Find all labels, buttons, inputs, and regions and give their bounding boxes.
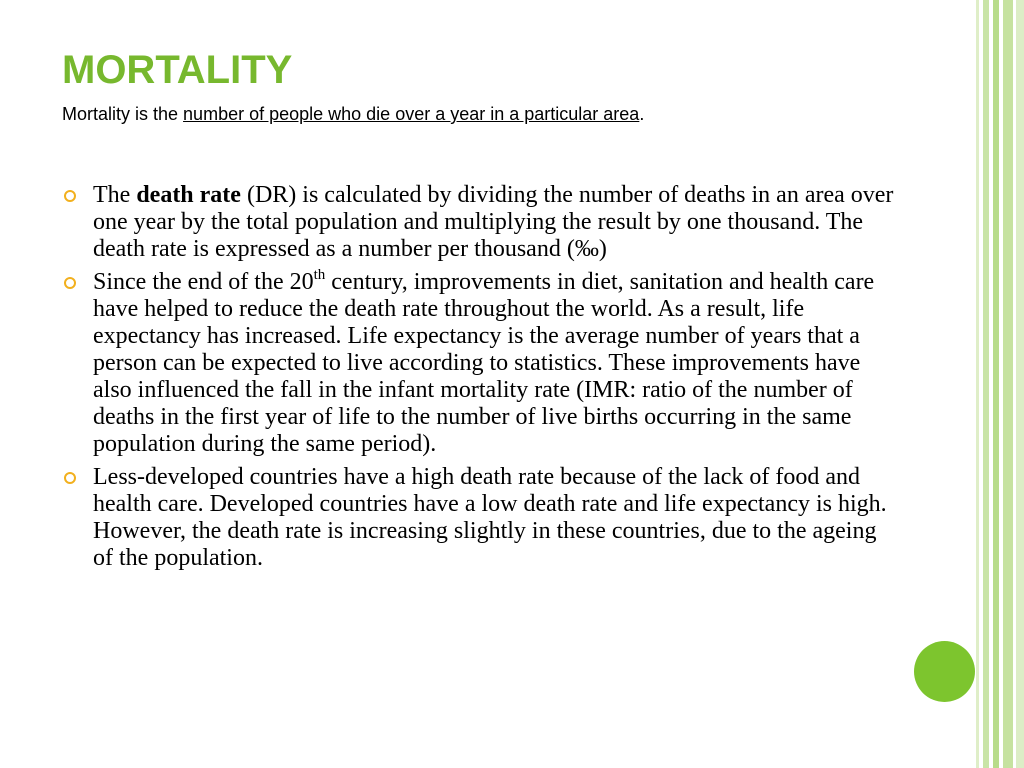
bullet-bold-term: death rate bbox=[136, 182, 241, 208]
decorative-bar bbox=[993, 0, 999, 768]
decorative-bar bbox=[976, 0, 979, 768]
bullet-circle-icon bbox=[64, 472, 76, 484]
subtitle-prefix: Mortality is the bbox=[62, 104, 184, 124]
decorative-bar bbox=[1003, 0, 1013, 768]
bullet-text: Less-developed countries have a high death rate because of the lack of food and health care. Developed countries have a low death rate and life expectancy is high. However, the death rate is increasing slightly in these countries, due to the ageing of the population. bbox=[93, 464, 887, 571]
subtitle-definition-link[interactable]: number of people who die over a year in a particular area bbox=[183, 104, 640, 124]
bullet-superscript: th bbox=[313, 267, 326, 283]
bullet-text: (DR) is calculated by dividing the number of deaths in an area over one year by the total population and multiplying the result by one thousand. The death rate is expressed as a number per thousand (‰) bbox=[93, 182, 894, 262]
bullet-text: Since the end of the 20 bbox=[93, 269, 314, 295]
bullet-list bbox=[64, 182, 894, 578]
list-item bbox=[64, 182, 894, 263]
bullet-text: century, improvements in diet, sanitation and health care have helped to reduce the death rate throughout the world. As a result, life expectancy has increased. Life expectancy is the average number of years that a person can be expected to live according to statistics. These improvements have also influenced the fall in the infant mortality rate (IMR: ratio of the number of deaths in the first year of life to the number of live births occurring in the same population during the same period). bbox=[93, 269, 875, 457]
subtitle-suffix: . bbox=[639, 104, 645, 124]
bullet-circle-icon bbox=[64, 190, 76, 202]
decorative-bar bbox=[1016, 0, 1024, 768]
decorative-bar bbox=[983, 0, 989, 768]
slide-title: MORTALITY bbox=[62, 48, 293, 92]
bullet-text: The bbox=[93, 182, 137, 208]
slide-subtitle bbox=[62, 104, 644, 125]
list-item bbox=[64, 269, 894, 458]
bullet-circle-icon bbox=[64, 277, 76, 289]
decorative-circle bbox=[914, 641, 975, 702]
list-item bbox=[64, 464, 894, 572]
